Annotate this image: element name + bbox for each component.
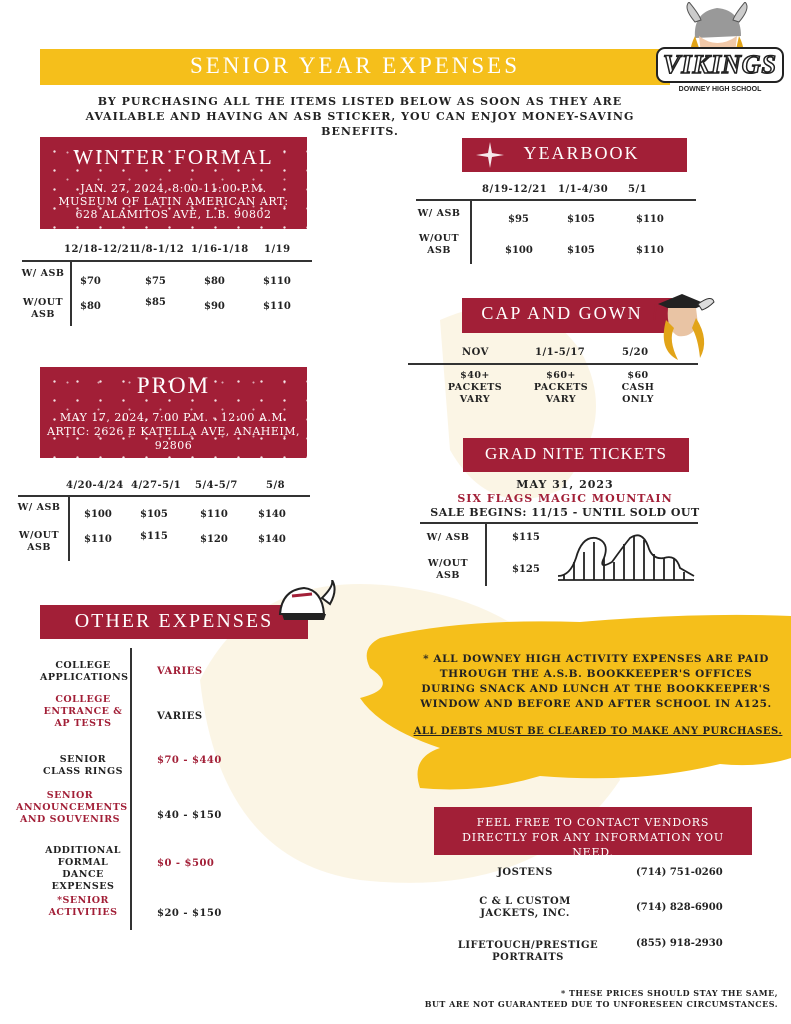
prom-zip: 92806 [154,439,193,452]
prom-asb-1: $105 [140,509,168,520]
other-expenses-title: OTHER EXPENSES [74,610,274,632]
cg-val-2 [608,370,668,406]
cg-col-0: NOV [462,347,489,358]
grad-nite-venue: SIX FLAGS MAGIC MOUNTAIN [457,492,673,505]
wf-col-2: 1/16-1/18 [191,244,249,255]
winter-formal-address: 628 ALAMITOS AVE, L.B. 90802 [75,208,272,221]
gn-vline [485,522,487,586]
cg-val-2-note2: ONLY [622,394,654,405]
other-row-2-label: SENIOR CLASS RINGS [43,754,123,777]
gn-asb-price: $115 [512,532,540,543]
gn-noasb-price: $125 [512,564,540,575]
cg-val-2-note1: CASH [621,382,655,393]
prom-box [40,367,307,458]
prom-col-3: 5/8 [266,480,286,491]
prom-title: PROM [136,373,211,398]
other-row-4-value: $0 - $500 [157,858,215,869]
winter-formal-date: JAN. 27, 2024, 8:00-11:00 P.M. [80,182,267,195]
wf-col-1: 1/8-1/12 [134,244,185,255]
vendor-2-name: LIFETOUCH/PRESTIGE PORTRAITS [457,940,599,963]
yb-hline [416,199,696,201]
yb-noasb-0: $100 [505,245,533,256]
yearbook-title: YEARBOOK [523,143,640,163]
yb-col-0: 8/19-12/21 [482,184,548,195]
cg-col-2: 5/20 [622,347,649,358]
prom-vline [68,495,70,561]
cg-val-1-note1: PACKETS [533,382,589,393]
cg-val-1-note2: VARY [545,394,577,405]
yb-col-2: 5/1 [628,184,648,195]
prom-date: MAY 17, 2024, 7:00 P.M. - 12:00 A.M. [59,411,288,424]
viking-helmet-icon [272,580,338,626]
vikings-logo [655,2,785,102]
prom-asb-label: W/ ASB [17,502,61,513]
wf-noasb-2: $90 [204,301,225,312]
vendor-0-name: JOSTENS [497,867,553,878]
grad-nite-title: GRAD NITE TICKETS [485,444,667,463]
wf-vline [70,260,72,326]
cg-val-2-price: $60 [627,370,649,381]
wf-noasb-1: $85 [145,297,166,308]
wf-asb-0: $70 [80,276,101,287]
footnote-line2: BUT ARE NOT GUARANTEED DUE TO UNFORESEEN CIRCUMSTANCES. [424,999,778,1009]
grad-nite-sale: SALE BEGINS: 11/15 - UNTIL SOLD OUT [430,506,700,519]
yb-asb-0: $95 [508,214,529,225]
yb-noasb-1: $105 [567,245,595,256]
footnote-line1: * THESE PRICES SHOULD STAY THE SAME, [560,988,778,998]
wf-hline [22,260,312,262]
prom-noasb-2: $120 [200,534,228,545]
prom-noasb-0: $110 [84,534,112,545]
prom-noasb-1: $115 [140,531,168,542]
vendor-1-name: C & L CUSTOM JACKETS, INC. [479,896,571,919]
cg-val-1 [531,370,591,406]
prom-noasb-label: W/OUT ASB [18,530,60,553]
yb-noasb-2: $110 [636,245,664,256]
other-row-3-value: $40 - $150 [157,810,222,821]
yb-asb-label: W/ ASB [417,208,461,219]
winter-formal-title: WINTER FORMAL [73,145,274,169]
notice-text: * ALL DOWNEY HIGH ACTIVITY EXPENSES ARE PAID THROUGH THE A.S.B. BOOKKEEPER'S OFFICES DURING SNACK AND LUNCH AT THE BOOKKEEPER'S WINDOW AND BEFORE AND AFTER SCHOOL IN A125. [420,653,772,710]
prom-noasb-3: $140 [258,534,286,545]
title-banner [40,49,670,85]
other-row-2-value: $70 - $440 [157,755,222,766]
winter-formal-box [40,137,307,229]
cg-val-0 [445,370,505,406]
wf-noasb-label: W/OUT ASB [22,297,64,320]
other-row-5-value: $20 - $150 [157,908,222,919]
cg-val-0-note1: PACKETS [447,382,503,393]
other-row-5-label: *SENIOR ACTIVITIES [48,895,118,918]
vendor-2-phone: (855) 918-2930 [636,938,723,949]
cap-gown-title: CAP AND GOWN [481,303,643,323]
graduate-viking-icon [648,290,718,362]
page-title: SENIOR YEAR EXPENSES [189,53,521,78]
roller-coaster-icon [556,528,696,588]
prom-col-1: 4/27-5/1 [131,480,182,491]
cg-val-0-note2: VARY [459,394,491,405]
prom-venue: ARTIC: 2626 E KATELLA AVE, ANAHEIM, [47,425,300,438]
prom-asb-2: $110 [200,509,228,520]
gn-noasb-label: W/OUT ASB [427,558,469,581]
cg-hline [408,363,698,365]
gn-hline [420,522,698,524]
other-row-0-label: COLLEGE APPLICATIONS [40,660,129,683]
grad-nite-date: MAY 31, 2023 [516,478,614,491]
wf-col-3: 1/19 [264,244,291,255]
vendors-box [434,807,752,859]
wf-asb-label: W/ ASB [21,268,65,279]
yb-asb-2: $110 [636,214,664,225]
wf-noasb-3: $110 [263,301,291,312]
other-row-4-label: ADDITIONAL FORMAL DANCE EXPENSES [45,845,121,892]
prom-asb-0: $100 [84,509,112,520]
other-row-0-value: VARIES [157,666,203,677]
other-row-1-label: COLLEGE ENTRANCE & AP TESTS [43,694,123,729]
yb-vline [470,199,472,264]
grad-nite-box [463,438,689,472]
vendors-title: FEEL FREE TO CONTACT VENDORS DIRECTLY FOR ANY INFORMATION YOU NEED. [462,816,724,859]
notice-underline: ALL DEBTS MUST BE CLEARED TO MAKE ANY PURCHASES. [413,726,783,737]
other-row-3-label: SENIOR ANNOUNCEMENTS AND SOUVENIRS [16,790,128,825]
other-row-1-value: VARIES [157,711,203,722]
other-expenses-box [40,605,308,639]
other-vline [130,648,132,930]
wf-asb-3: $110 [263,276,291,287]
wf-asb-2: $80 [204,276,225,287]
logo-subtext: DOWNEY HIGH SCHOOL [678,86,762,93]
yb-col-1: 1/1-4/30 [558,184,609,195]
yb-asb-1: $105 [567,214,595,225]
yearbook-box [462,138,687,172]
gn-asb-label: W/ ASB [426,532,470,543]
wf-asb-1: $75 [145,276,166,287]
prom-col-2: 5/4-5/7 [195,480,238,491]
cg-col-1: 1/1-5/17 [535,347,586,358]
prom-hline [18,495,310,497]
wf-noasb-0: $80 [80,301,101,312]
winter-formal-venue: MUSEUM OF LATIN AMERICAN ART: [58,195,289,208]
prom-asb-3: $140 [258,509,286,520]
yb-noasb-label: W/OUT ASB [418,233,460,256]
wf-col-0: 12/18-12/21 [64,244,137,255]
vendor-1-phone: (714) 828-6900 [636,902,723,913]
prom-col-0: 4/20-4/24 [66,480,124,491]
cg-val-1-price: $60+ [546,370,576,381]
vendor-0-phone: (714) 751-0260 [636,867,723,878]
logo-text: VIKINGS [663,50,777,79]
cg-val-0-price: $40+ [460,370,490,381]
cap-gown-box [462,298,672,333]
intro-text: BY PURCHASING ALL THE ITEMS LISTED BELOW AS SOON AS THEY ARE AVAILABLE AND HAVING AN ASB STICKER, YOU CAN ENJOY MONEY-SAVING BENEFITS. [85,95,635,138]
